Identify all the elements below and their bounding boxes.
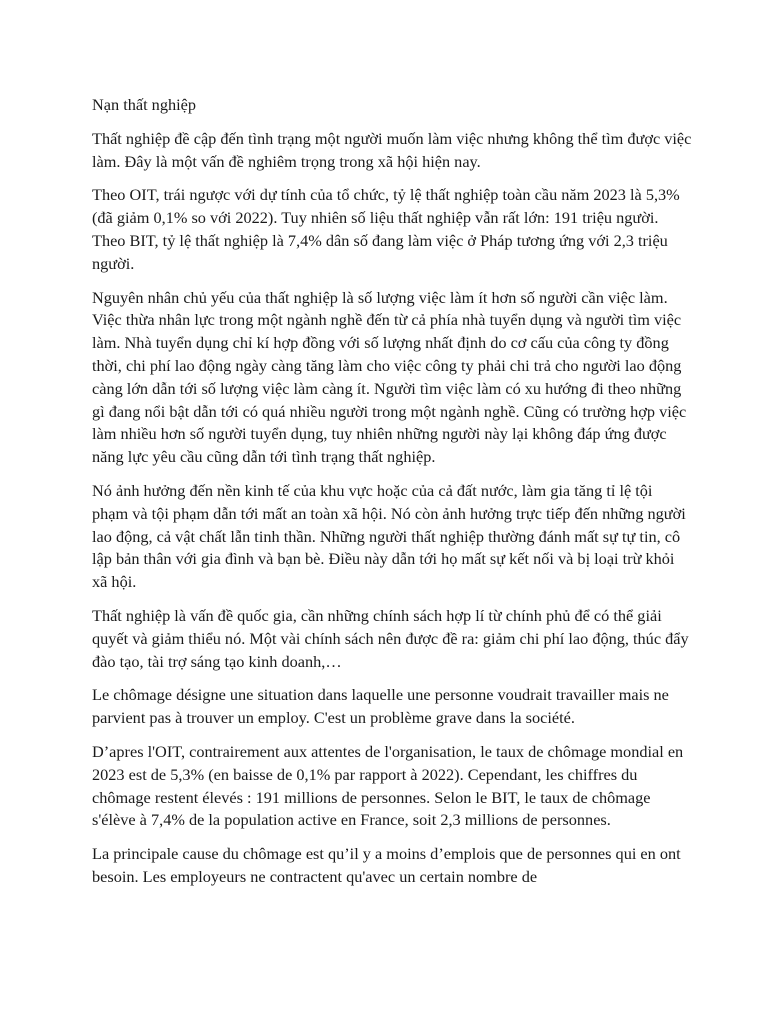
- paragraph-vi-causes: Nguyên nhân chủ yếu của thất nghiệp là số lượng việc làm ít hơn số người cần việc làm. Việc thừa nhân lực trong một ngành nghề đến từ cả phía nhà tuyển dụng và người tìm việc làm. Nhà tuyển dụng chỉ kí hợp đồng với số lượng nhất định do cơ cấu của công ty đồng thời, chi phí lao động ngày càng tăng làm cho việc công ty phải chi trả cho người lao động càng lớn dẫn tới số lượng việc làm càng ít. Người tìm việc làm có xu hướng đi theo những gì đang nổi bật dẫn tới có quá nhiều người trong một ngành nghề. Cũng có trường hợp việc làm nhiều hơn số người tuyển dụng, tuy nhiên những người này lại không đáp ứng được năng lực yêu cầu cũng dẫn tới tình trạng thất nghiệp.: [92, 287, 687, 467]
- document-body: [92, 94, 692, 900]
- paragraph-vi-definition: Thất nghiệp đề cập đến tình trạng một người muốn làm việc nhưng không thể tìm được việc làm. Đây là một vấn đề nghiêm trọng trong xã hội hiện nay.: [92, 128, 692, 171]
- paragraph-fr-statistics: D’apres l'OIT, contrairement aux attentes de l'organisation, le taux de chômage mondial en 2023 est de 5,3% (en baisse de 0,1% par rapport à 2022). Cependant, les chiffres du chômage restent élevés : 191 millions de personnes. Selon le BIT, le taux de chômage s'élève à 7,4% de la population active en France, soit 2,3 millions de personnes.: [92, 741, 684, 830]
- paragraph-fr-definition: Le chômage désigne une situation dans laquelle une personne voudrait travailler mais ne parvient pas à trouver un employ. C'est un problème grave dans la société.: [92, 685, 669, 728]
- paragraph-vi-solutions: Thất nghiệp là vấn đề quốc gia, cần những chính sách hợp lí từ chính phủ để có thể giải quyết và giảm thiểu nó. Một vài chính sách nên được đề ra: giảm chi phí lao động, thúc đẩy đào tạo, tài trợ sáng tạo kinh doanh,…: [92, 605, 689, 671]
- paragraph-fr-causes: La principale cause du chômage est qu’il y a moins d’emplois que de personnes qui en ont besoin. Les employeurs ne contractent qu'avec un certain nombre de: [92, 844, 681, 886]
- paragraph-vi-effects: Nó ảnh hưởng đến nền kinh tế của khu vực hoặc của cả đất nước, làm gia tăng tỉ lệ tội phạm và tội phạm dẫn tới mất an toàn xã hội. Nó còn ảnh hưởng trực tiếp đến những người lao động, cả vật chất lẫn tinh thần. Những người thất nghiệp thường đánh mất sự tự tin, cô lập bản thân với gia đình và bạn bè. Điều này dẫn tới họ mất sự kết nối và bị loại trừ khỏi xã hội.: [92, 480, 686, 592]
- document-title: Nạn thất nghiệp: [92, 95, 196, 114]
- paragraph-vi-statistics: Theo OIT, trái ngược với dự tính của tổ chức, tỷ lệ thất nghiệp toàn cầu năm 2023 là 5,3% (đã giảm 0,1% so với 2022). Tuy nhiên số liệu thất nghiệp vẫn rất lớn: 191 triệu người. Theo BIT, tỷ lệ thất nghiệp là 7,4% dân số đang làm việc ở Pháp tương ứng với 2,3 triệu người.: [92, 185, 680, 273]
